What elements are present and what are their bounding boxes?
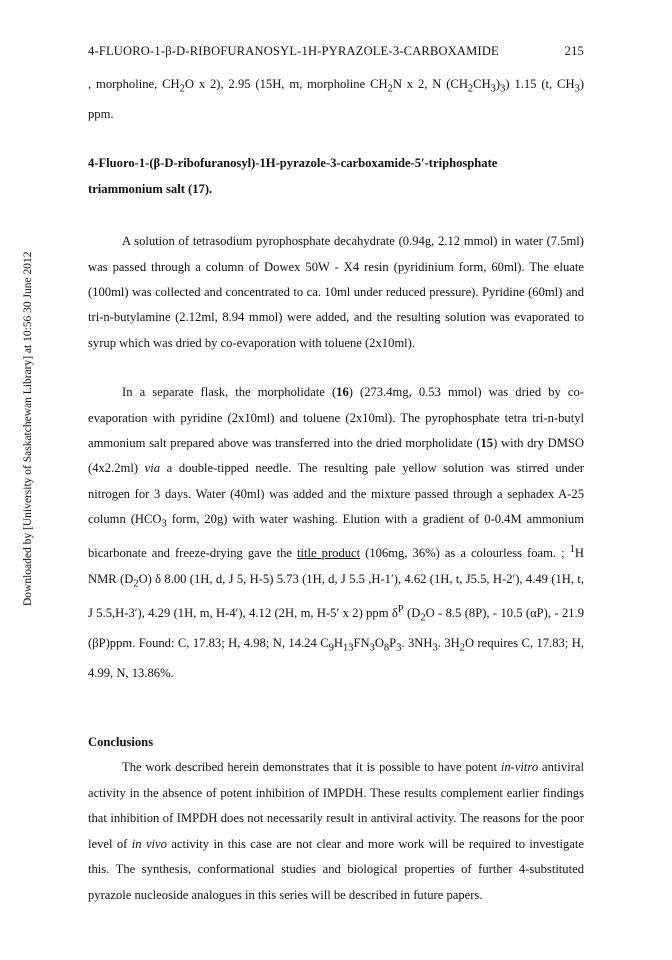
running-title: 4-FLUORO-1-β-D-RIBOFURANOSYL-1H-PYRAZOLE-3-CARBOXAMIDE bbox=[88, 44, 499, 58]
compound-heading-line1: 4-Fluoro-1-(β-D-ribofuranosyl)-1H-pyrazole-3-carboxamide-5′-triphosphate bbox=[88, 156, 498, 171]
page-body bbox=[88, 72, 584, 908]
continuation-text: , morpholine, $CH_2O$ x 2), 2.95 (15H, m, morpholine $CH_2N$ x 2, N $(CH_2CH_3)_3$) 1.15 (t, $CH_3$) ppm. bbox=[88, 77, 585, 121]
compound-heading-line2: triammonium salt (17). bbox=[88, 181, 213, 196]
conclusions-paragraph: The work described herein demonstrates that it is possible to have potent in-vitro antiviral activity in the absence of potent inhibition of IMPDH. These results complement earlier findings that inhibition of IMPDH does not necessarily result in antiviral activity. The reasons for the poor level of in vivo activity in this case are not clear and more work will be required to investigate this. The synthesis, conformational studies and biological properties of further 4-substituted pyrazole nucleoside analogues in this series will be described in future papers. bbox=[88, 760, 584, 902]
procedure-paragraph-1: A solution of tetrasodium pyrophosphate decahydrate (0.94g, 2.12 mmol) in water (7.5ml) was passed through a column of Dowex 50W - X4 resin (pyridinium form, 60ml). The eluate (100ml) was collected and concentrated to ca. 10ml under reduced pressure). Pyridine (60ml) and tri-n-butylamine (2.12ml, 8.94 mmol) were added, and the resulting solution was evaporated to syrup which was dried by co-evaporation with toluene (2x10ml). bbox=[88, 234, 584, 350]
procedure-paragraph-2: In a separate flask, the morpholidate (16) (273.4mg, 0.53 mmol) was dried by co-evaporation with pyridine (2x10ml) and toluene (2x10ml). The pyrophosphate tetra tri-n-butyl ammonium salt prepared above was transferred into the dried morpholidate (15) with dry DMSO (4x2.2ml) via a double-tipped needle. The resulting pale yellow solution was stirred under nitrogen for 3 days. Water (40ml) was added and the mixture passed through a sephadex A-25 column ($HCO_3$ form, 20g) with water washing. Elution with a gradient of 0-0.4M ammonium bicarbonate and freeze-drying gave the title product (106mg, 36%) as a colourless foam. ; $^1$H NMR $(D_2O)$ δ 8.00 (1H, d, J 5, H-5) 5.73 (1H, d, J 5.5 ,H-1′), 4.62 (1H, t, J5.5, H-2′), 4.49 (1H, t, J 5.5,H-3′), 4.29 (1H, m, H-4′), 4.12 (2H, m, H-5′ x 2) ppm $\delta^P$ ($D_2O - 8.5$ (8P), - 10.5 (αP), - 21.9 (βP)ppm. Found: C, 17.83; H, 4.98; N, 14.24 $C_9H_{13}FN_3O_8P_3$. $3NH_3$. $3H_2O$ requires C, 17.83; H, 4.99, N, 13.86%. bbox=[88, 385, 585, 680]
running-header bbox=[88, 44, 584, 62]
compound-heading bbox=[88, 151, 584, 202]
download-watermark bbox=[8, 176, 34, 736]
download-notice: Downloaded by [University of Saskatchewan Library] at 10:56 30 June 2012 bbox=[22, 251, 34, 606]
title-product-link: title product bbox=[297, 546, 361, 561]
page-number: 215 bbox=[564, 44, 584, 58]
conclusions-heading: Conclusions bbox=[88, 735, 154, 750]
